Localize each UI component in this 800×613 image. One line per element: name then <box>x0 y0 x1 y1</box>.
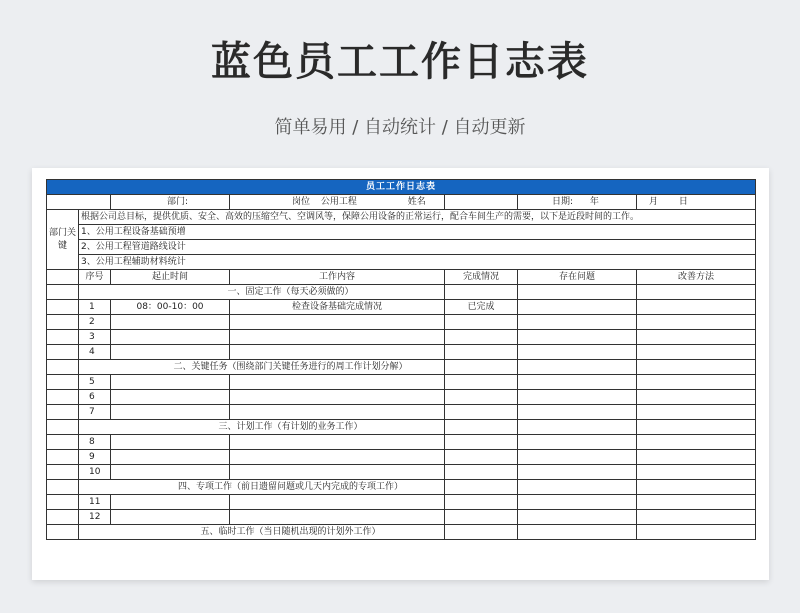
row-method[interactable] <box>637 465 756 480</box>
worksheet <box>46 179 756 580</box>
row-time[interactable]: 08：00-10：00 <box>111 300 230 315</box>
row-status[interactable] <box>445 375 518 390</box>
row-problem[interactable] <box>518 495 637 510</box>
row-content[interactable] <box>230 405 445 420</box>
row-method[interactable] <box>637 495 756 510</box>
date-label: 日期: <box>552 196 574 207</box>
post-value: 公用工程 <box>320 196 357 207</box>
section-title: 二、关键任务（围绕部门关键任务进行的周工作计划分解） <box>79 360 445 375</box>
row-status[interactable] <box>445 345 518 360</box>
section-row <box>47 525 756 540</box>
row-method[interactable] <box>637 315 756 330</box>
row-method[interactable] <box>637 345 756 360</box>
table-row <box>47 495 756 510</box>
row-content[interactable] <box>230 315 445 330</box>
section-row <box>47 480 756 495</box>
row-status[interactable]: 已完成 <box>445 300 518 315</box>
row-no: 5 <box>79 375 111 390</box>
row-method[interactable] <box>637 375 756 390</box>
col-header-content: 工作内容 <box>230 270 445 285</box>
row-method[interactable] <box>637 510 756 525</box>
row-status[interactable] <box>445 465 518 480</box>
key-item: 3、公用工程辅助材料统计 <box>79 255 756 270</box>
row-problem[interactable] <box>518 390 637 405</box>
row-content[interactable] <box>230 375 445 390</box>
table-row <box>47 450 756 465</box>
section-title: 四、专项工作（前日遗留问题或几天内完成的专项工作） <box>79 480 445 495</box>
sheet-title: 员工工作日志表 <box>47 180 756 195</box>
month-label: 月 <box>649 196 659 207</box>
row-problem[interactable] <box>518 510 637 525</box>
row-status[interactable] <box>445 435 518 450</box>
row-problem[interactable] <box>518 315 637 330</box>
row-status[interactable] <box>445 405 518 420</box>
col-header-time: 起止时间 <box>111 270 230 285</box>
year-label: 年 <box>589 196 599 207</box>
row-no: 9 <box>79 450 111 465</box>
row-content[interactable] <box>230 495 445 510</box>
row-no: 11 <box>79 495 111 510</box>
month-day-info <box>637 195 756 210</box>
row-status[interactable] <box>445 390 518 405</box>
table-row <box>47 345 756 360</box>
row-problem[interactable] <box>518 300 637 315</box>
row-no: 3 <box>79 330 111 345</box>
section-row <box>47 420 756 435</box>
row-time[interactable] <box>111 390 230 405</box>
row-problem[interactable] <box>518 375 637 390</box>
row-no: 10 <box>79 465 111 480</box>
row-content[interactable] <box>230 390 445 405</box>
row-status[interactable] <box>445 330 518 345</box>
row-method[interactable] <box>637 300 756 315</box>
row-no: 12 <box>79 510 111 525</box>
row-time[interactable] <box>111 345 230 360</box>
name-label: 姓名 <box>407 196 426 207</box>
row-time[interactable] <box>111 435 230 450</box>
table-row <box>47 405 756 420</box>
row-time[interactable] <box>111 375 230 390</box>
row-problem[interactable] <box>518 435 637 450</box>
col-header-problem: 存在问题 <box>518 270 637 285</box>
table-row <box>47 300 756 315</box>
row-no: 8 <box>79 435 111 450</box>
row-content[interactable] <box>230 345 445 360</box>
row-time[interactable] <box>111 495 230 510</box>
worksheet-card <box>32 168 769 580</box>
dept-label: 部门: <box>111 195 230 210</box>
row-content[interactable] <box>230 465 445 480</box>
row-no: 4 <box>79 345 111 360</box>
row-content[interactable] <box>230 450 445 465</box>
key-item: 2、公用工程管道路线设计 <box>79 240 756 255</box>
key-section-label: 部门关键 <box>47 210 79 270</box>
table-row <box>47 315 756 330</box>
post-info <box>230 195 445 210</box>
row-time[interactable] <box>111 465 230 480</box>
row-problem[interactable] <box>518 450 637 465</box>
col-header-status: 完成情况 <box>445 270 518 285</box>
row-time[interactable] <box>111 315 230 330</box>
row-problem[interactable] <box>518 465 637 480</box>
key-description: 根据公司总目标，提供优质、安全、高效的压缩空气、空调风等，保障公用设备的正常运行，配合车间生产的需要，以下是近段时间的工作。 <box>79 210 756 225</box>
section-title: 五、临时工作（当日随机出现的计划外工作） <box>79 525 445 540</box>
table-row <box>47 465 756 480</box>
row-status[interactable] <box>445 450 518 465</box>
row-method[interactable] <box>637 405 756 420</box>
row-no: 1 <box>79 300 111 315</box>
row-problem[interactable] <box>518 405 637 420</box>
table-row <box>47 435 756 450</box>
section-row <box>47 285 756 300</box>
table-row <box>47 390 756 405</box>
section-title: 一、固定工作（每天必须做的） <box>79 285 445 300</box>
row-status[interactable] <box>445 495 518 510</box>
row-no: 6 <box>79 390 111 405</box>
row-method[interactable] <box>637 435 756 450</box>
row-content[interactable] <box>230 510 445 525</box>
row-problem[interactable] <box>518 330 637 345</box>
row-method[interactable] <box>637 390 756 405</box>
col-header-no: 序号 <box>79 270 111 285</box>
table-row <box>47 330 756 345</box>
row-time[interactable] <box>111 330 230 345</box>
row-method[interactable] <box>637 330 756 345</box>
row-problem[interactable] <box>518 345 637 360</box>
post-label: 岗位 <box>292 196 311 207</box>
table-row <box>47 510 756 525</box>
row-no: 7 <box>79 405 111 420</box>
day-label: 日 <box>678 196 688 207</box>
row-content[interactable] <box>230 330 445 345</box>
col-header-method: 改善方法 <box>637 270 756 285</box>
row-time[interactable] <box>111 450 230 465</box>
section-row <box>47 360 756 375</box>
page-subtitle: 简单易用 / 自动统计 / 自动更新 <box>274 117 526 138</box>
section-title: 三、计划工作（有计划的业务工作） <box>79 420 445 435</box>
key-item: 1、公用工程设备基础预增 <box>79 225 756 240</box>
row-time[interactable] <box>111 510 230 525</box>
date-info <box>518 195 637 210</box>
row-content[interactable]: 检查设备基础完成情况 <box>230 300 445 315</box>
row-content[interactable] <box>230 435 445 450</box>
log-table <box>46 179 756 540</box>
table-row <box>47 375 756 390</box>
row-method[interactable] <box>637 450 756 465</box>
row-no: 2 <box>79 315 111 330</box>
row-status[interactable] <box>445 510 518 525</box>
row-time[interactable] <box>111 405 230 420</box>
page-title: 蓝色员工工作日志表 <box>211 39 589 85</box>
row-status[interactable] <box>445 315 518 330</box>
